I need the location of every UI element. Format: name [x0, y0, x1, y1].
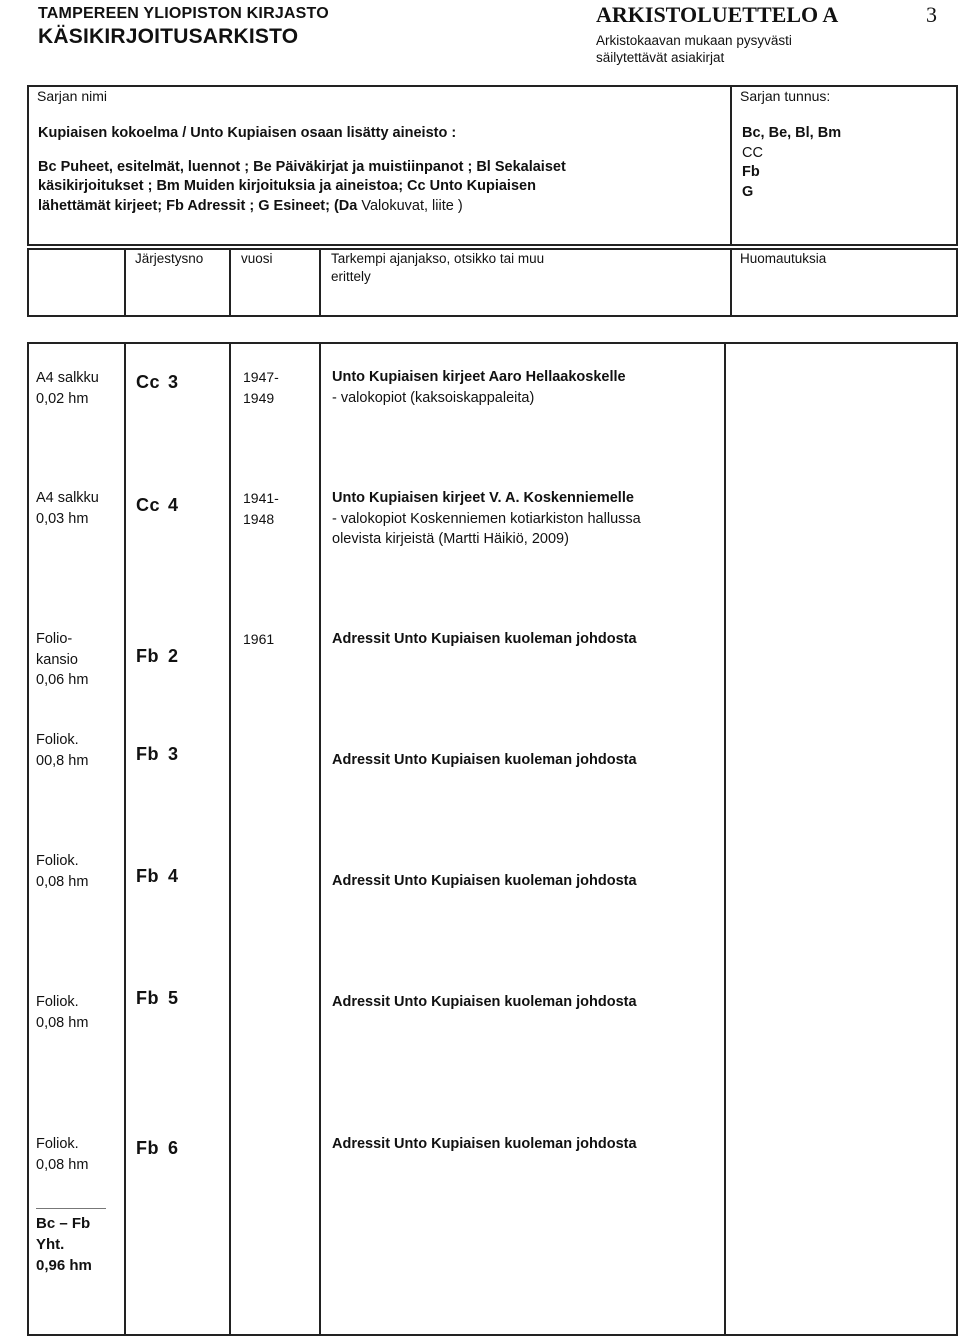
- location-line: Foliok.: [36, 994, 79, 1010]
- total-block: [36, 1213, 92, 1276]
- year-line: 1947-: [243, 369, 279, 385]
- code-number: 6: [168, 1138, 179, 1158]
- series-description: [38, 124, 728, 216]
- location-line: A4 salkku: [36, 370, 99, 386]
- entry-location: [36, 730, 126, 771]
- series-line-3-normal: Valokuvat, liite ): [357, 197, 463, 214]
- entry-years: [243, 488, 279, 530]
- location-line: 0,06 hm: [36, 672, 89, 688]
- entry-description: [332, 871, 722, 892]
- entry-detail: - valokopiot Koskenniemen kotiarkiston hallussa: [332, 510, 641, 527]
- series-code-label: Sarjan tunnus:: [740, 88, 831, 104]
- column-header-left: [27, 248, 29, 316]
- column-header-right: [956, 248, 958, 316]
- entry-code: [136, 646, 200, 667]
- entry-code: [136, 988, 200, 1009]
- entry-location: [36, 488, 126, 529]
- total-divider: [36, 1208, 106, 1209]
- column-divider-2: [229, 248, 231, 316]
- column-detail-header: [331, 250, 544, 286]
- entry-location: [36, 629, 126, 691]
- code-number: 3: [168, 744, 179, 764]
- series-line-3: [38, 197, 728, 217]
- entry-code: [136, 744, 200, 765]
- code-series: Fb: [136, 744, 159, 764]
- code-series: Fb: [136, 988, 159, 1008]
- location-line: 0,08 hm: [36, 1156, 89, 1173]
- column-divider-3: [319, 248, 321, 316]
- total-range: Bc – Fb: [36, 1215, 91, 1232]
- table-divider-2: [229, 342, 231, 1335]
- location-line: Foliok.: [36, 853, 79, 869]
- entry-code: [136, 495, 200, 516]
- series-box-bottom: [27, 244, 958, 246]
- total-amount: 0,96 hm: [36, 1257, 92, 1274]
- table-left: [27, 342, 29, 1335]
- entry-title: Unto Kupiaisen kirjeet Aaro Hellaakoskelle: [332, 369, 626, 385]
- series-box-top: [27, 85, 958, 87]
- year-line: 1948: [243, 511, 275, 527]
- table-right: [956, 342, 958, 1335]
- table-top: [27, 342, 958, 344]
- document-title: ARKISTOLUETTELO A: [596, 2, 839, 27]
- series-line-1: Bc Puheet, esitelmät, luennot ; Be Päiväkirjat ja muistiinpanot ; Bl Sekalaiset: [38, 158, 566, 175]
- entry-title: Unto Kupiaisen kirjeet V. A. Koskenniemelle: [332, 490, 634, 506]
- entry-description: [332, 367, 722, 408]
- entry-description: [332, 992, 722, 1013]
- location-line: Foliok.: [36, 732, 79, 748]
- series-code: G: [742, 183, 754, 200]
- entry-code: [136, 866, 200, 887]
- code-number: 2: [168, 646, 179, 666]
- location-line: A4 salkku: [36, 490, 99, 506]
- series-codes: [742, 124, 841, 202]
- entry-location: [36, 368, 126, 409]
- code-series: Cc: [136, 495, 161, 515]
- entry-title: Adressit Unto Kupiaisen kuoleman johdosta: [332, 752, 637, 768]
- location-line: Foliok.: [36, 1136, 79, 1152]
- location-line: 0,08 hm: [36, 1014, 89, 1031]
- subtitle-line-1: Arkistokaavan mukaan pysyvästi: [596, 33, 792, 48]
- series-box-left: [27, 85, 29, 245]
- code-number: 3: [168, 372, 179, 392]
- code-number: 4: [168, 866, 179, 886]
- column-year-header: vuosi: [241, 251, 273, 266]
- code-number: 5: [168, 988, 179, 1008]
- series-code: Bc, Be, Bl, Bm: [742, 125, 842, 141]
- table-divider-3: [319, 342, 321, 1335]
- series-box-divider: [730, 85, 732, 245]
- entry-title: Adressit Unto Kupiaisen kuoleman johdosta: [332, 631, 637, 647]
- entry-detail: - valokopiot (kaksoiskappaleita): [332, 389, 535, 406]
- series-code: CC: [742, 144, 763, 161]
- column-header-bottom: [27, 315, 958, 317]
- column-detail-header-line-1: Tarkempi ajanjakso, otsikko tai muu: [331, 251, 545, 266]
- column-detail-header-line-2: erittely: [331, 269, 371, 284]
- entry-title: Adressit Unto Kupiaisen kuoleman johdosta: [332, 994, 637, 1010]
- location-line: 0,03 hm: [36, 510, 89, 527]
- location-line: Folio-: [36, 631, 73, 647]
- location-line: 0,08 hm: [36, 873, 89, 890]
- column-notes-header: Huomautuksia: [740, 251, 827, 266]
- entry-location: [36, 1134, 126, 1175]
- entry-code: [136, 372, 200, 393]
- series-box-right: [956, 85, 958, 245]
- entry-location: [36, 992, 126, 1033]
- location-line: 0,02 hm: [36, 390, 89, 407]
- location-line: kansio: [36, 651, 78, 668]
- document-subtitle: [596, 32, 792, 66]
- entry-title: Adressit Unto Kupiaisen kuoleman johdosta: [332, 873, 637, 889]
- entry-years: [243, 367, 279, 409]
- location-line: 00,8 hm: [36, 752, 89, 769]
- library-name: TAMPEREEN YLIOPISTON KIRJASTO: [38, 5, 329, 22]
- archive-name: KÄSIKIRJOITUSARKISTO: [38, 25, 299, 48]
- column-divider-4: [730, 248, 732, 316]
- code-series: Cc: [136, 372, 161, 392]
- code-series: Fb: [136, 646, 159, 666]
- entry-description: [332, 750, 722, 771]
- series-line-3-bold: lähettämät kirjeet; Fb Adressit ; G Esineet; (Da: [38, 197, 358, 214]
- entry-description: [332, 629, 722, 650]
- subtitle-line-2: säilytettävät asiakirjat: [596, 50, 725, 65]
- series-line-2: käsikirjoitukset ; Bm Muiden kirjoituksia ja aineistoa; Cc Unto Kupiaisen: [38, 178, 536, 194]
- year-line: 1941-: [243, 490, 279, 506]
- entry-description: [332, 488, 722, 550]
- code-number: 4: [168, 495, 179, 515]
- column-order-header: Järjestysno: [135, 251, 204, 266]
- series-name-label: Sarjan nimi: [37, 88, 108, 104]
- total-label: Yht.: [36, 1236, 65, 1253]
- table-divider-4: [724, 342, 726, 1335]
- code-series: Fb: [136, 866, 159, 886]
- entry-title: Adressit Unto Kupiaisen kuoleman johdosta: [332, 1136, 637, 1152]
- code-series: Fb: [136, 1138, 159, 1158]
- entry-detail: olevista kirjeistä (Martti Häikiö, 2009): [332, 531, 569, 547]
- year-line: 1961: [243, 631, 275, 647]
- table-bottom: [27, 1334, 958, 1336]
- entry-code: [136, 1138, 200, 1159]
- entry-years: [243, 629, 274, 650]
- entry-location: [36, 851, 126, 892]
- series-code: Fb: [742, 164, 760, 180]
- series-heading: Kupiaisen kokoelma / Unto Kupiaisen osaan lisätty aineisto :: [38, 125, 457, 141]
- page-number: 3: [926, 2, 937, 27]
- entry-description: [332, 1134, 722, 1155]
- column-divider-1: [124, 248, 126, 316]
- year-line: 1949: [243, 390, 275, 406]
